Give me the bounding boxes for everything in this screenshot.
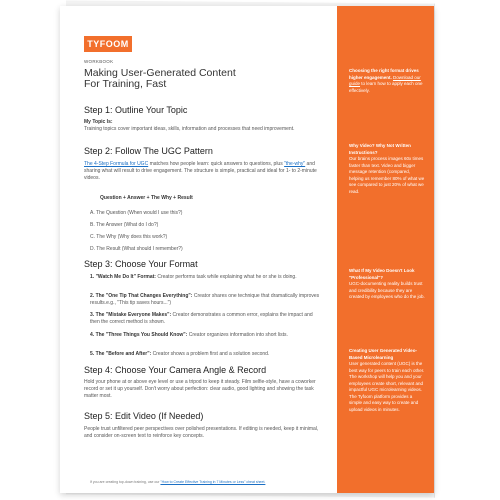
format-4-title: The "Three Things You Should Know": xyxy=(95,332,188,338)
step2-text-2: and sharing what will result to drive engagement. The structure is simple, practical and ideal for 1- to 2-minute videos. xyxy=(84,161,317,181)
option-c: C. The Why (Why does this work?) xyxy=(90,234,168,240)
format-5-text: Creator shows a problem first and a solution second. xyxy=(151,351,270,357)
format-1-number: 1. xyxy=(90,274,95,280)
sidebar-block-microlearning xyxy=(349,348,425,413)
step1-text: Training topics cover important ideas, skills, information and processes that need improvement. xyxy=(84,126,295,132)
sidebar-block-why-video xyxy=(349,143,425,195)
download-guide-link[interactable]: Download our guide xyxy=(349,74,421,86)
format-item-3 xyxy=(90,312,320,326)
sidebar-block-professional xyxy=(349,268,425,301)
format-5-number: 5. xyxy=(90,351,95,357)
professional-title: What If My Video Doesn't Look "Professional"? xyxy=(349,268,415,280)
sidebar-format-rest: to learn how to apply each one effectively. xyxy=(349,81,423,93)
ugc-formula: Question + Answer + The Why + Result xyxy=(100,195,193,201)
format-item-2 xyxy=(90,293,320,307)
option-d: D. The Result (What should I remember?) xyxy=(90,246,183,252)
footer-note xyxy=(90,480,265,484)
format-4-text: Creator organizes information into short lists. xyxy=(187,332,288,338)
step1-subheading: My Topic Is: xyxy=(84,119,113,125)
format-2-title: The "One Tip That Changes Everything": xyxy=(95,293,193,299)
format-item-5 xyxy=(90,351,320,358)
format-2-number: 2. xyxy=(90,293,95,299)
the-why-link[interactable]: "the-why" xyxy=(284,161,306,167)
sidebar-block-format xyxy=(349,68,425,94)
ugc-formula-link[interactable]: The 4-Step Formula for UGC xyxy=(84,161,149,167)
format-1-text: Creator performs task while explaining what he or she is doing. xyxy=(155,274,297,280)
footer-lead: If you are creating top-down training, use our xyxy=(90,480,161,484)
format-4-number: 4. xyxy=(90,332,95,338)
orange-sidebar xyxy=(337,6,434,493)
step2-text-1: matches how people learn: quick answers to questions, plus xyxy=(148,161,285,167)
option-b: B. The Answer (What do I do?) xyxy=(90,222,159,228)
step4-heading: Step 4: Choose Your Camera Angle & Record xyxy=(84,365,267,375)
main-column xyxy=(60,6,337,493)
title-line-2: For Training, Fast xyxy=(84,78,167,90)
microlearning-title: Creating User Generated Video-Based Microlearning xyxy=(349,348,417,360)
step3-heading: Step 3: Choose Your Format xyxy=(84,259,198,269)
tyfoom-logo: TYFOOM xyxy=(84,36,132,52)
why-video-title: Why Video? Why Not Written Instructions? xyxy=(349,143,411,155)
step2-heading: Step 2: Follow The UGC Pattern xyxy=(84,146,213,156)
step5-heading: Step 5: Edit Video (If Needed) xyxy=(84,411,204,421)
step2-body xyxy=(84,161,324,182)
why-video-text: Our brains process images 60x times faster than text. Video and bigger message retention (compared, helping us remember 80% of what we see compared to just 20% of what we read. xyxy=(349,156,425,194)
cheat-sheet-link[interactable]: "How to Create Effective Training in 7 Minutes or Less" cheat sheet. xyxy=(160,480,266,484)
format-5-title: The "Before and After": xyxy=(95,351,152,357)
format-3-title: The "Mistake Everyone Makes": xyxy=(95,312,172,318)
workbook-label: WORKBOOK xyxy=(84,59,114,64)
document-title xyxy=(84,68,314,90)
workbook-page xyxy=(60,6,434,493)
format-item-4 xyxy=(90,332,320,339)
step4-text: Hold your phone at or above eye level or use a tripod to keep it steady. Film selfie-style, have a coworker record or set it up yourself. Don't worry about perfection: clear audio, good lighting and showing the task matter most. xyxy=(84,379,316,399)
option-a: A. The Question (When would I use this?) xyxy=(90,210,183,216)
step5-text: People trust unfiltered peer perspectives over polished presentations. If editing is needed, keep it minimal, and consider on-screen text to reinforce key concepts. xyxy=(84,426,319,439)
step1-body xyxy=(84,119,324,133)
professional-text: UGC-documenting reality builds trust and credibility because they are created by employees who do the job. xyxy=(349,281,425,299)
format-item-1 xyxy=(90,274,320,281)
microlearning-text: User generated content (UGC) is the best way for peers to train each other. The workshop will help you and your employees create short, relevant and impactful UGC microlearning videos. The Tyfoom platform provides a simple and easy way to create and upload videos in minutes. xyxy=(349,361,425,412)
format-2-text: Creator shares one technique that dramatically improves results.e.g., "This tip saves hours...") xyxy=(90,293,320,306)
step1-heading: Step 1: Outline Your Topic xyxy=(84,105,188,115)
title-line-1: Making User-Generated Content xyxy=(84,67,236,79)
sidebar-format-bold: Choosing the right format drives higher engagement. xyxy=(349,68,419,80)
format-1-title: "Watch Me Do It" Format: xyxy=(95,274,156,280)
format-3-number: 3. xyxy=(90,312,95,318)
format-3-text: Creator demonstrates a common error, explains the impact and then the correct method is shown. xyxy=(90,312,313,325)
